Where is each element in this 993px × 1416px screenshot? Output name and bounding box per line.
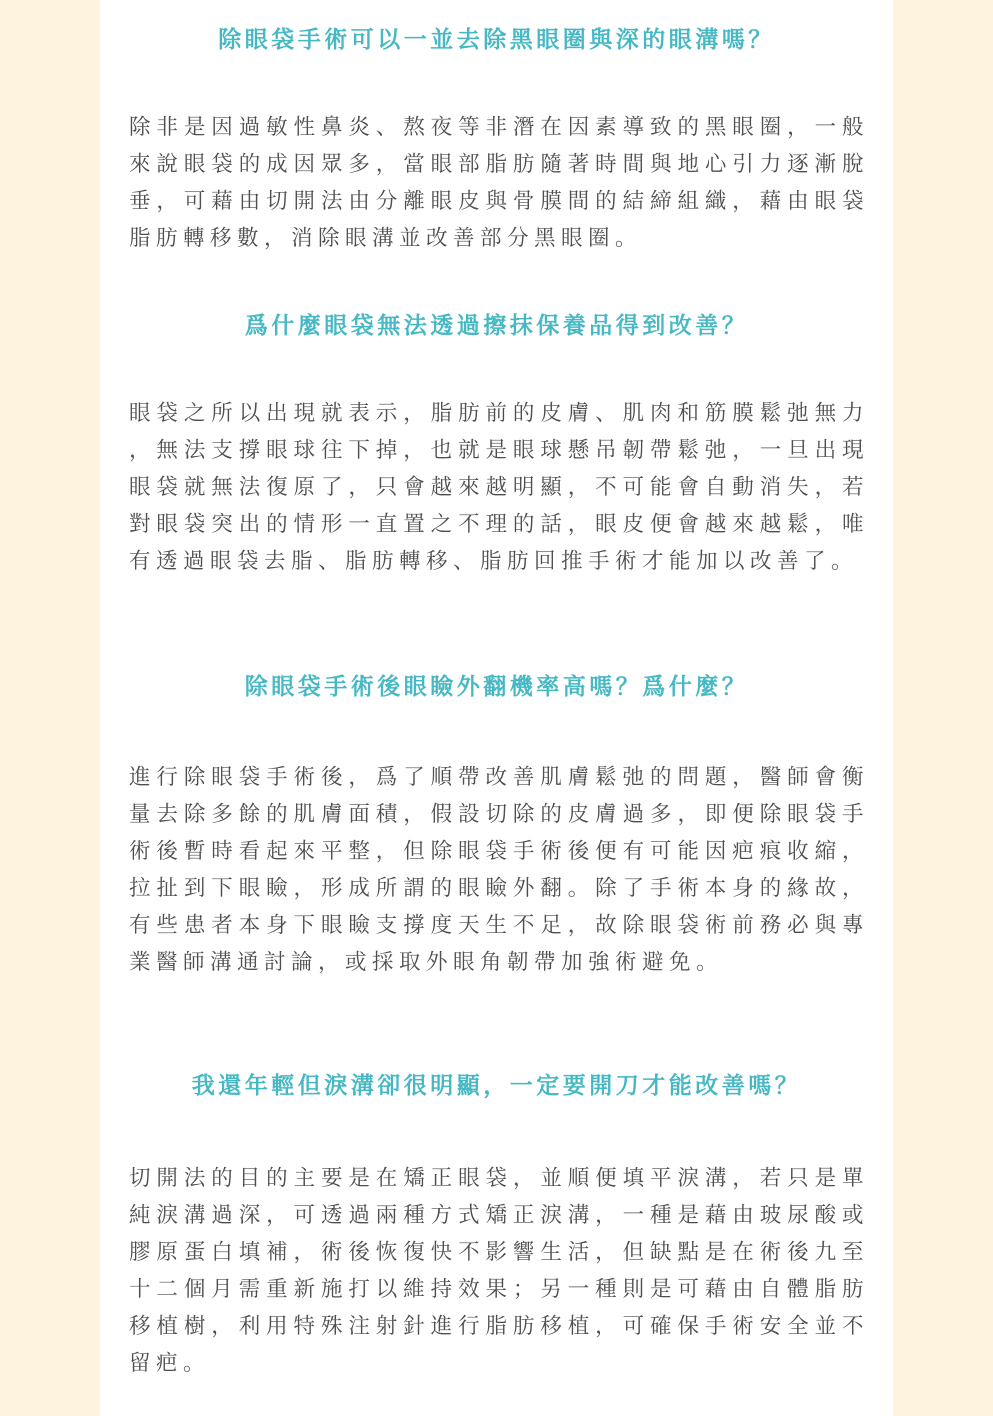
faq-item <box>100 23 893 251</box>
article-panel <box>100 0 893 1416</box>
faq-question: 我還年輕但淚溝卻很明顯，一定要開刀才能改善嗎？ <box>191 1073 802 1099</box>
faq-item <box>100 670 893 975</box>
faq-question: 爲什麼眼袋無法透過擦抹保養品得到改善？ <box>244 313 749 339</box>
faq-answer: 進行除眼袋手術後，爲了順帶改善肌膚鬆弛的問題，醫師會衡量去除多餘的肌膚面積，假設切除的皮膚過多，即便除眼袋手術後暫時看起來平整，但除眼袋手術後便有可能因疤痕收縮，拉扯到下眼瞼，形成所謂的眼瞼外翻。除了手術本身的緣故，有些患者本身下眼瞼支撐度天生不足，故除眼袋術前務必與專業醫師溝通討論，或採取外眼角韌帶加強術避免。 <box>129 765 869 975</box>
faq-question: 除眼袋手術後眼瞼外翻機率高嗎？爲什麼？ <box>244 674 749 700</box>
faq-answer: 切開法的目的主要是在矯正眼袋，並順便填平淚溝，若只是單純淚溝過深，可透過兩種方式矯正淚溝，一種是藉由玻尿酸或膠原蛋白填補，術後恢復快不影響生活，但缺點是在術後九至十二個月需重新施打以維持效果；另一種則是可藉由自體脂肪移植樹，利用特殊注射針進行脂肪移植，可確保手術安全並不留疤。 <box>129 1166 869 1376</box>
faq-answer: 除非是因過敏性鼻炎、熬夜等非潛在因素導致的黑眼圈，一般來說眼袋的成因眾多，當眼部脂肪隨著時間與地心引力逐漸脫垂，可藉由切開法由分離眼皮與骨膜間的結締組織，藉由眼袋脂肪轉移數，消除眼溝並改善部分黑眼圈。 <box>129 115 869 251</box>
faq-question: 除眼袋手術可以一並去除黑眼圈與深的眼溝嗎？ <box>218 27 775 53</box>
faq-item <box>100 309 893 574</box>
faq-answer: 眼袋之所以出現就表示，脂肪前的皮膚、肌肉和筋膜鬆弛無力，無法支撐眼球往下掉，也就是眼球懸吊韌帶鬆弛，一旦出現眼袋就無法復原了，只會越來越明顯，不可能會自動消失，若對眼袋突出的情形一直置之不理的話，眼皮便會越來越鬆，唯有透過眼袋去脂、脂肪轉移、脂肪回推手術才能加以改善了。 <box>129 401 869 574</box>
faq-item <box>100 1069 893 1376</box>
